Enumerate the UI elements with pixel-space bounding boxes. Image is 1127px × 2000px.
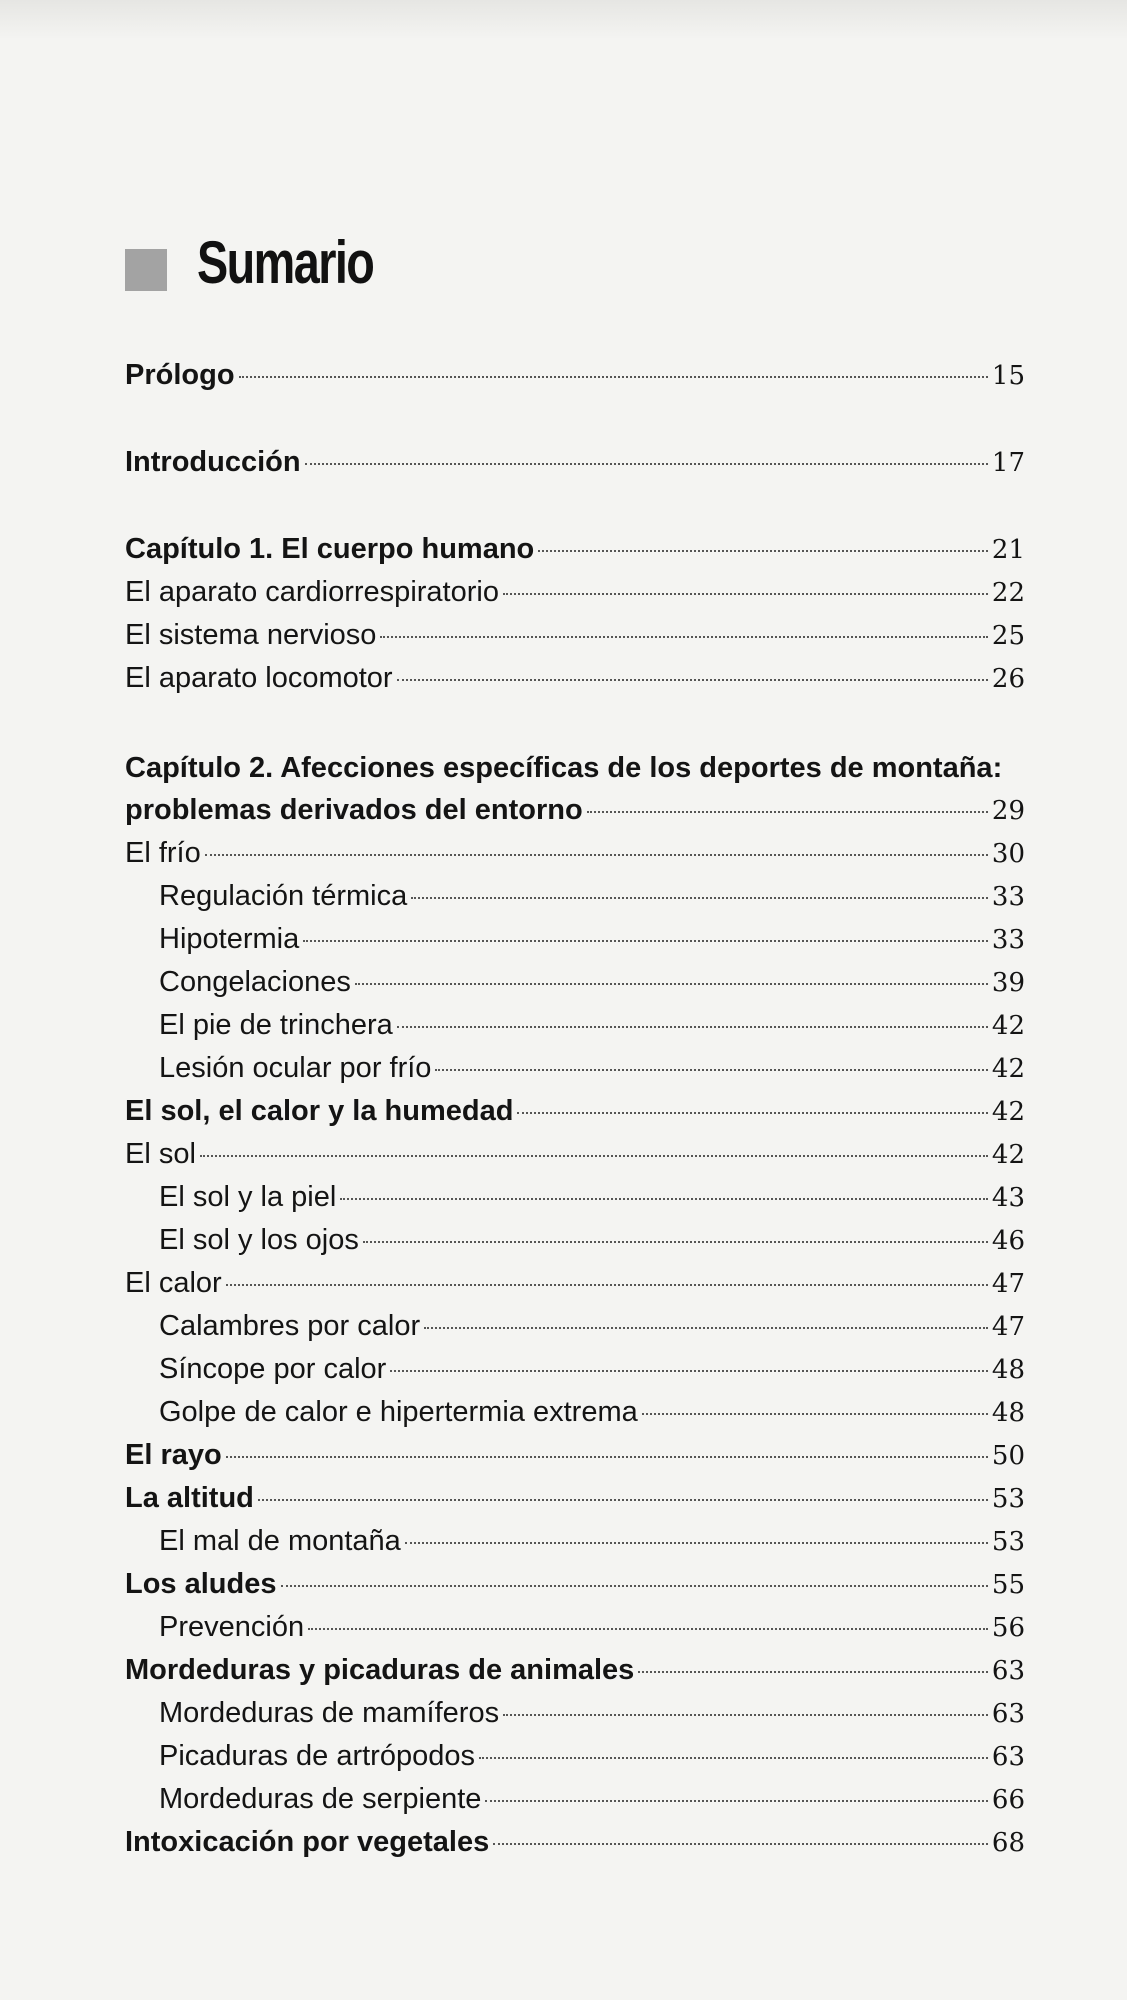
header-square-icon: [125, 249, 167, 291]
toc-page-number: 29: [991, 796, 1025, 826]
toc-entry: [125, 658, 1025, 698]
toc-entry-label: Hipotermia: [159, 923, 300, 955]
toc-entry-label: El sol, el calor y la humedad: [125, 1095, 514, 1127]
toc-entry-label: Mordeduras y picaduras de animales: [125, 1654, 635, 1686]
toc-entry-label: El rayo: [125, 1439, 222, 1471]
toc-page-number: 43: [991, 1183, 1025, 1213]
toc-entry-prologo: [125, 355, 1025, 395]
toc-page-number: 68: [991, 1828, 1025, 1858]
toc-entry: [125, 1650, 1025, 1690]
dot-leader: [355, 983, 988, 985]
toc-page-number: 15: [991, 361, 1025, 391]
toc-page-number: 42: [991, 1054, 1025, 1084]
toc-entry-label: El pie de trinchera: [159, 1009, 393, 1041]
toc-entry-label: El calor: [125, 1267, 222, 1299]
toc-entry-label: Mordeduras de serpiente: [159, 1783, 482, 1815]
toc-entry-label: problemas derivados del entorno: [125, 794, 583, 826]
dot-leader: [308, 1628, 988, 1630]
toc-entry: [125, 1564, 1025, 1604]
page-edge-shadow: [0, 0, 1127, 40]
toc-page-number: 53: [991, 1484, 1025, 1514]
toc-page-number: 30: [991, 839, 1025, 869]
dot-leader: [305, 463, 988, 465]
toc-entry-label: Picaduras de artrópodos: [159, 1740, 475, 1772]
dot-leader: [503, 1714, 988, 1716]
toc-subentry: [159, 1607, 1025, 1647]
toc-entry-label: El aparato cardiorrespiratorio: [125, 576, 499, 608]
toc-entry-label: El sol: [125, 1138, 196, 1170]
dot-leader: [479, 1757, 988, 1759]
dot-leader: [435, 1069, 987, 1071]
toc-page-number: 63: [991, 1699, 1025, 1729]
toc-entry-capitulo-2: [125, 790, 1025, 830]
toc-entry-label: El sol y los ojos: [159, 1224, 359, 1256]
toc-subentry: [159, 1349, 1025, 1389]
toc-entry: [125, 1478, 1025, 1518]
toc-subentry: [159, 1521, 1025, 1561]
toc-page-number: 66: [991, 1785, 1025, 1815]
dot-leader: [226, 1456, 988, 1458]
toc-entry-capitulo-1: [125, 529, 1025, 569]
dot-leader: [226, 1284, 988, 1286]
section-header: [125, 228, 423, 297]
dot-leader: [380, 636, 987, 638]
toc-entry-label: Congelaciones: [159, 966, 351, 998]
toc-subentry: [159, 876, 1025, 916]
dot-leader: [538, 550, 988, 552]
dot-leader: [503, 593, 988, 595]
toc-page-number: 42: [991, 1140, 1025, 1170]
toc-entry-label: Prólogo: [125, 359, 235, 391]
toc-page-number: 17: [991, 448, 1025, 478]
toc-entry-label: Golpe de calor e hipertermia extrema: [159, 1396, 638, 1428]
dot-leader: [363, 1241, 988, 1243]
toc-entry: [125, 833, 1025, 873]
toc-page-number: 42: [991, 1011, 1025, 1041]
toc-subentry: [159, 1005, 1025, 1045]
toc-page-number: 42: [991, 1097, 1025, 1127]
toc-entry-label: Síncope por calor: [159, 1353, 387, 1385]
dot-leader: [258, 1499, 988, 1501]
toc-page-number: 56: [991, 1613, 1025, 1643]
toc-entry-label: Lesión ocular por frío: [159, 1052, 432, 1084]
toc-entry: [125, 1134, 1025, 1174]
toc-page-number: 50: [991, 1441, 1025, 1471]
toc-entry-label: Los aludes: [125, 1568, 277, 1600]
toc-page-number: 22: [991, 578, 1025, 608]
dot-leader: [397, 679, 988, 681]
toc-subentry: [159, 962, 1025, 1002]
toc-entry-label: Regulación térmica: [159, 880, 408, 912]
toc-subentry: [159, 919, 1025, 959]
toc-entry: [125, 1822, 1025, 1862]
toc-page-number: 53: [991, 1527, 1025, 1557]
toc-entry-label: El frío: [125, 837, 201, 869]
toc-entry-label: El sistema nervioso: [125, 619, 377, 651]
toc-entry-label: Calambres por calor: [159, 1310, 421, 1342]
toc-page-number: 47: [991, 1269, 1025, 1299]
dot-leader: [281, 1585, 988, 1587]
dot-leader: [642, 1413, 988, 1415]
toc-entry-label: El mal de montaña: [159, 1525, 401, 1557]
toc-subentry: [159, 1736, 1025, 1776]
dot-leader: [200, 1155, 988, 1157]
toc-entry-label: Prevención: [159, 1611, 305, 1643]
dot-leader: [205, 854, 988, 856]
toc-page-number: 47: [991, 1312, 1025, 1342]
dot-leader: [411, 897, 988, 899]
toc-entry: [125, 615, 1025, 655]
toc-entry-label: Capítulo 1. El cuerpo humano: [125, 533, 535, 565]
toc-page-number: 55: [991, 1570, 1025, 1600]
toc-entry: [125, 1263, 1025, 1303]
toc-page-number: 48: [991, 1398, 1025, 1428]
toc-subentry: [159, 1306, 1025, 1346]
dot-leader: [405, 1542, 988, 1544]
toc-subentry: [159, 1392, 1025, 1432]
toc-entry: [125, 1435, 1025, 1475]
toc-subentry: [159, 1048, 1025, 1088]
toc-entry-introduccion: [125, 442, 1025, 482]
toc-entry-label: Mordeduras de mamíferos: [159, 1697, 500, 1729]
dot-leader: [397, 1026, 988, 1028]
dot-leader: [485, 1800, 987, 1802]
toc-page-number: 39: [991, 968, 1025, 998]
toc-page-number: 26: [991, 664, 1025, 694]
toc-page-number: 33: [991, 925, 1025, 955]
toc-entry-label: El aparato locomotor: [125, 662, 393, 694]
toc-page-number: 63: [991, 1656, 1025, 1686]
toc-entry-label: El sol y la piel: [159, 1181, 337, 1213]
toc-page-number: 48: [991, 1355, 1025, 1385]
dot-leader: [239, 376, 988, 378]
toc-entry: [125, 572, 1025, 612]
dot-leader: [340, 1198, 988, 1200]
dot-leader: [303, 940, 988, 942]
dot-leader: [638, 1671, 988, 1673]
toc-page-number: 33: [991, 882, 1025, 912]
toc-chapter-2-heading: Capítulo 2. Afecciones específicas de los deportes de montaña:: [125, 752, 1003, 784]
toc-page-number: 63: [991, 1742, 1025, 1772]
toc-subentry: [159, 1220, 1025, 1260]
dot-leader: [517, 1112, 987, 1114]
toc-subentry: [159, 1177, 1025, 1217]
dot-leader: [587, 811, 988, 813]
page-title: Sumario: [197, 229, 374, 296]
toc-page-number: 46: [991, 1226, 1025, 1256]
dot-leader: [424, 1327, 988, 1329]
toc-entry: [125, 1091, 1025, 1131]
toc-subentry: [159, 1693, 1025, 1733]
toc-entry-label: La altitud: [125, 1482, 254, 1514]
dot-leader: [493, 1843, 988, 1845]
dot-leader: [390, 1370, 988, 1372]
toc-entry-label: Introducción: [125, 446, 301, 478]
toc-page-number: 25: [991, 621, 1025, 651]
toc-subentry: [159, 1779, 1025, 1819]
toc-page-number: 21: [991, 535, 1025, 565]
toc-entry-label: Intoxicación por vegetales: [125, 1826, 490, 1858]
